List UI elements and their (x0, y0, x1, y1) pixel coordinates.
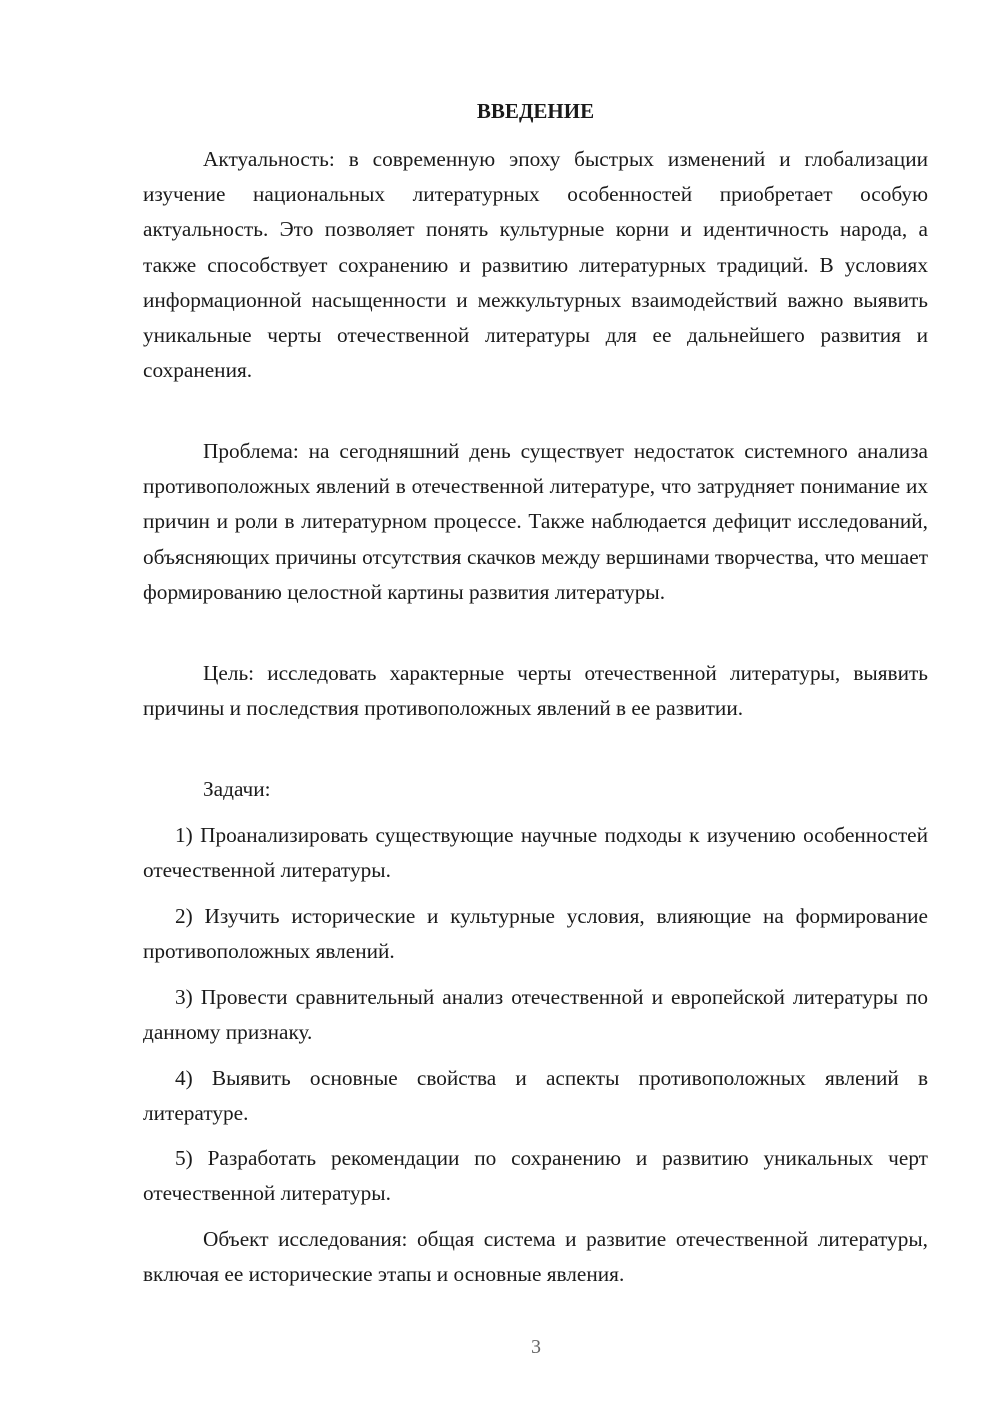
object-paragraph: Объект исследования: общая система и развитие отечественной литературы, включая ее исторические этапы и основные явления. (143, 1227, 928, 1287)
page-number: 3 (531, 1336, 541, 1358)
relevance-paragraph: Актуальность: в современную эпоху быстрых изменений и глобализации изучение национальных литературных особенностей приобретает особую актуальность. Это позволяет понять культурные корни и идентичность народа, а также способствует сохранению и развитию литературных традиций. В условиях информационной насыщенности и межкультурных взаимодействий важно выявить уникальные черты отечественной литературы для ее дальнейшего развития и сохранения. (143, 147, 928, 383)
task-item-2: 2) Изучить исторические и культурные условия, влияющие на формирование противоположных явлений. (143, 904, 928, 964)
page-title: ВВЕДЕНИЕ (476, 99, 595, 123)
task-item-3: 3) Провести сравнительный анализ отечественной и европейской литературы по данному признаку. (143, 985, 928, 1045)
task-item-1: 1) Проанализировать существующие научные подходы к изучению особенностей отечественной литературы. (143, 823, 928, 883)
tasks-label: Задачи: (203, 777, 271, 801)
task-item-5: 5) Разработать рекомендации по сохранению и развитию уникальных черт отечественной литературы. (143, 1146, 928, 1206)
problem-paragraph: Проблема: на сегодняшний день существует недостаток системного анализа противоположных явлений в отечественной литературе, что затрудняет понимание их причин и роли в литературном процессе. Также наблюдается дефицит исследований, объясняющих причины отсутствия скачков между вершинами творчества, что мешает формированию целостной картины развития литературы. (143, 439, 928, 604)
goal-paragraph: Цель: исследовать характерные черты отечественной литературы, выявить причины и последствия противоположных явлений в ее развитии. (143, 661, 928, 721)
task-item-4: 4) Выявить основные свойства и аспекты противоположных явлений в литературе. (143, 1066, 928, 1126)
